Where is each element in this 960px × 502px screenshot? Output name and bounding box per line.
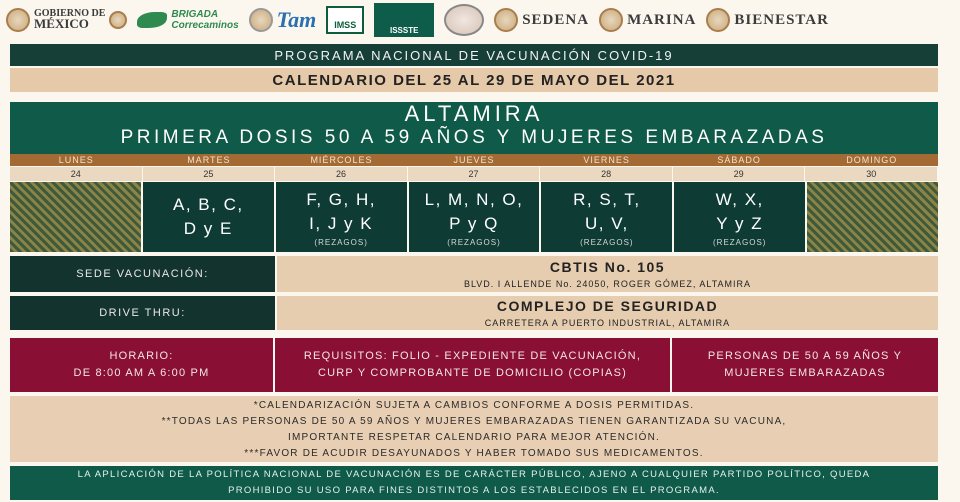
day-number: 26	[275, 167, 408, 181]
tamaulipas-seal-icon	[249, 8, 273, 32]
sedena-seal-icon	[494, 8, 518, 32]
day-name: DOMINGO	[846, 155, 898, 165]
drive-thru-row	[10, 296, 938, 330]
drive-label: DRIVE THRU:	[10, 296, 275, 330]
bienestar-logo	[706, 8, 829, 32]
day-cells-row	[10, 182, 938, 252]
personas-box	[672, 338, 938, 392]
imss-logo	[326, 6, 364, 34]
day-number: 27	[408, 167, 541, 181]
rezagos-note: (REZAGOS)	[447, 237, 501, 247]
note-line: IMPORTANTE RESPETAR CALENDARIO PARA MEJOR ATENCIÓN.	[288, 432, 660, 443]
day-cell-viernes	[541, 182, 672, 252]
notes-box	[10, 396, 938, 462]
calendar-title: CALENDARIO DEL 25 AL 29 DE MAYO DEL 2021	[10, 68, 938, 92]
sedena-wordmark: SEDENA	[522, 11, 590, 28]
calendar	[10, 154, 938, 252]
note-line: ***FAVOR DE ACUDIR DESAYUNADOS Y HABER TOMADO SUS MEDICAMENTOS.	[244, 448, 704, 459]
day-name: VIERNES	[583, 155, 630, 165]
day-name: JUEVES	[453, 155, 495, 165]
surname-letters: A, B, C, D y E	[173, 195, 244, 238]
tam-wordmark: Tam	[276, 7, 317, 32]
drive-address: CARRETERA A PUERTO INDUSTRIAL, ALTAMIRA	[484, 317, 731, 328]
day-number: 24	[10, 167, 143, 181]
round-seal-icon	[444, 4, 484, 36]
personas-text: PERSONAS DE 50 A 59 AÑOS Y MUJERES EMBARAZADAS	[707, 350, 903, 379]
day-number: 30	[805, 167, 938, 181]
sedena-logo	[494, 8, 589, 32]
imss-wordmark: IMSS	[326, 6, 364, 34]
footer-line: LA APLICACIÓN DE LA POLÍTICA NACIONAL DE VACUNACIÓN ES DE CARÁCTER PÚBLICO, AJENO A CUALQUIER PARTIDO POLÍTICO, QUEDA	[77, 469, 871, 480]
day-name: SÁBADO	[717, 155, 761, 165]
program-title: PROGRAMA NACIONAL DE VACUNACIÓN COVID-19	[10, 44, 938, 66]
footer-line: PROHIBIDO SU USO PARA FINES DISTINTOS A LOS ESTABLECIDOS EN EL PROGRAMA.	[228, 485, 720, 496]
issste-wordmark: ISSSTE	[374, 3, 434, 37]
drive-value	[277, 296, 938, 330]
brigada-line2: Correcaminos	[171, 20, 239, 31]
day-numbers-row	[10, 167, 938, 181]
sede-name: CBTIS No. 105	[549, 258, 666, 275]
rezagos-note: (REZAGOS)	[314, 237, 368, 247]
day-cell-lunes	[10, 182, 141, 252]
horario-label: HORARIO:	[109, 350, 174, 362]
day-number: 25	[143, 167, 276, 181]
day-name: MARTES	[187, 155, 231, 165]
bienestar-wordmark: BIENESTAR	[734, 11, 829, 28]
sede-row	[10, 256, 938, 292]
note-line: *CALENDARIZACIÓN SUJETA A CAMBIOS CONFORME A DOSIS PERMITIDAS.	[253, 400, 695, 411]
horario-value: DE 8:00 AM A 6:00 PM	[73, 367, 210, 379]
issste-logo	[374, 3, 434, 37]
day-cell-martes	[143, 182, 274, 252]
day-number: 28	[540, 167, 673, 181]
marina-wordmark: MARINA	[627, 11, 697, 28]
rezagos-note: (REZAGOS)	[580, 237, 634, 247]
day-names-row	[10, 154, 938, 166]
city-title: ALTAMIRA	[404, 101, 544, 126]
secondary-seal-icon	[109, 11, 127, 29]
requisitos-text: REQUISITOS: FOLIO - EXPEDIENTE DE VACUNACIÓN, CURP Y COMPROBANTE DE DOMICILIO (COPIAS)	[303, 350, 642, 379]
sede-value	[277, 256, 938, 292]
drive-name: COMPLEJO DE SEGURIDAD	[496, 297, 719, 314]
day-cell-sabado	[674, 182, 805, 252]
dose-title: PRIMERA DOSIS 50 A 59 AÑOS Y MUJERES EMBARAZADAS	[120, 127, 828, 148]
institutional-seal-logo	[444, 4, 484, 36]
marina-seal-icon	[599, 8, 623, 32]
footer-disclaimer	[10, 466, 938, 500]
surname-letters: F, G, H, I, J y K	[306, 189, 376, 233]
sede-label: SEDE VACUNACIÓN:	[10, 256, 275, 292]
surname-letters: L, M, N, O, P y Q	[424, 189, 524, 233]
bienestar-seal-icon	[706, 8, 730, 32]
rezagos-note: (REZAGOS)	[713, 237, 767, 247]
gobierno-de-mexico-logo	[6, 8, 127, 32]
gobierno-line1: GOBIERNO DE	[34, 8, 106, 19]
surname-letters: W, X, Y y Z	[715, 189, 764, 233]
day-cell-domingo	[807, 182, 938, 252]
marina-logo	[599, 8, 696, 32]
requisitos-box	[275, 338, 670, 392]
roadrunner-icon	[137, 12, 167, 28]
day-name: MIÉRCOLES	[310, 155, 373, 165]
eagle-seal-icon	[6, 8, 30, 32]
horario-box	[10, 338, 273, 392]
gobierno-line2: MÉXICO	[34, 16, 89, 31]
day-cell-jueves	[409, 182, 540, 252]
logo-strip	[0, 0, 960, 40]
tamaulipas-logo	[249, 7, 317, 33]
day-name: LUNES	[58, 155, 94, 165]
day-number: 29	[673, 167, 806, 181]
sede-address: BLVD. I ALLENDE No. 24050, ROGER GÓMEZ, ALTAMIRA	[463, 278, 752, 289]
hero-banner	[10, 102, 938, 154]
day-cell-miercoles	[276, 182, 407, 252]
note-line: **TODAS LAS PERSONAS DE 50 A 59 AÑOS Y MUJERES EMBARAZADAS TIENEN GARANTIZADA SU VACUNA,	[161, 416, 787, 427]
surname-letters: R, S, T, U, V,	[573, 189, 641, 233]
brigada-logo	[137, 9, 238, 31]
requirements-row	[10, 338, 938, 392]
brigada-line1: BRIGADA	[171, 9, 219, 20]
